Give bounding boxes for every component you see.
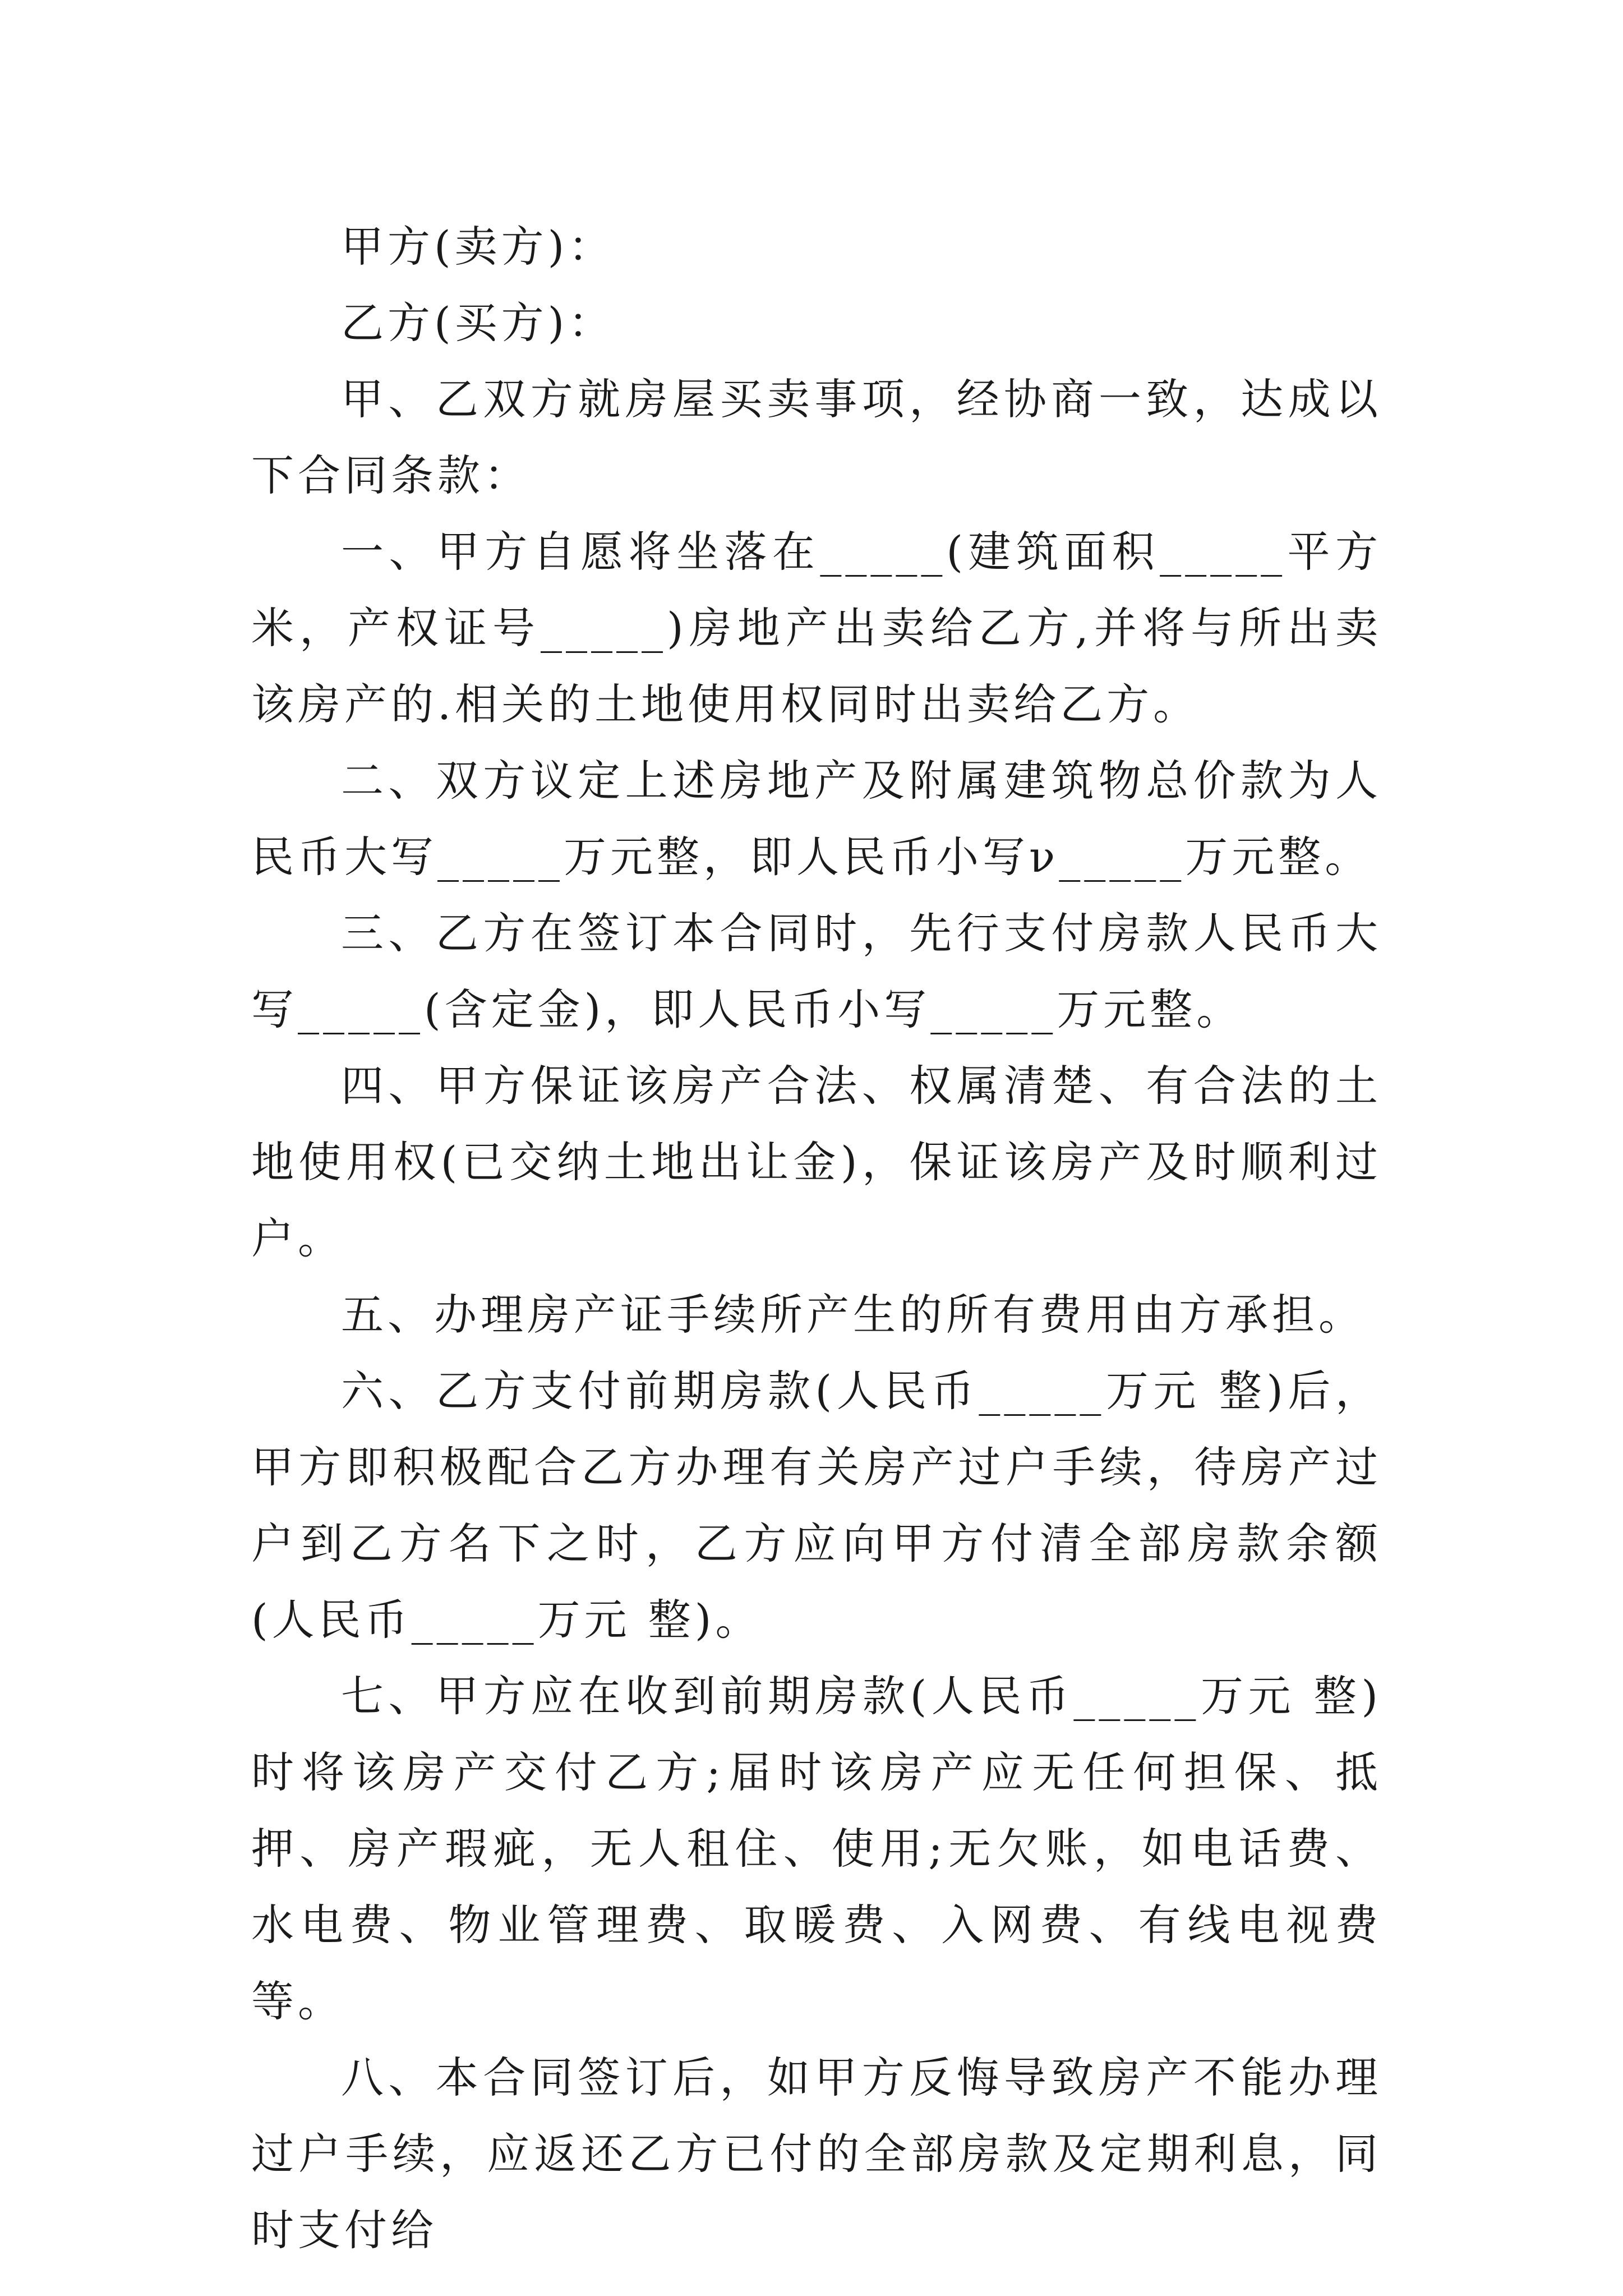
clause-5: 五、办理房产证手续所产生的所有费用由方承担。 (341, 1290, 1365, 1340)
clause-8: 八、本合同签订后，如甲方反悔导致房产不能办理过户手续，应返还乙方已付的全部房款及定期利息，同时支付给 (251, 2053, 1382, 2255)
clause-7: 七、甲方应在收到前期房款(人民币_____万元 整)时将该房产交付乙方;届时该房产应无任何担保、抵押、房产瑕疵，无人租住、使用;无欠账，如电话费、水电费、物业管理费、取暖费、入网费、有线电视费等。 (251, 1671, 1382, 2026)
contract-body (251, 209, 1382, 2269)
clause-1: 一、甲方自愿将坐落在_____(建筑面积_____平方米，产权证号_____)房地产出卖给乙方,并将与所出卖该房产的.相关的土地使用权同时出卖给乙方。 (251, 527, 1382, 729)
preamble-paragraph: 甲、乙双方就房屋买卖事项，经协商一致，达成以下合同条款： (251, 374, 1382, 500)
party-a-line: 甲方(卖方)： (341, 222, 615, 272)
clause-6: 六、乙方支付前期房款(人民币_____万元 整)后，甲方即积极配合乙方办理有关房产过户手续，待房产过户到乙方名下之时，乙方应向甲方付清全部房款余额(人民币_____万元 整)。 (251, 1366, 1382, 1645)
clause-2: 二、双方议定上述房地产及附属建筑物总价款为人民币大写_____万元整，即人民币小写ν_____万元整。 (251, 756, 1382, 882)
clause-4: 四、甲方保证该房产合法、权属清楚、有合法的土地使用权(已交纳土地出让金)，保证该房产及时顺利过户。 (251, 1061, 1382, 1263)
clause-3: 三、乙方在签订本合同时，先行支付房款人民币大写_____(含定金)，即人民币小写_____万元整。 (251, 908, 1382, 1034)
party-b-line: 乙方(买方)： (341, 298, 615, 348)
